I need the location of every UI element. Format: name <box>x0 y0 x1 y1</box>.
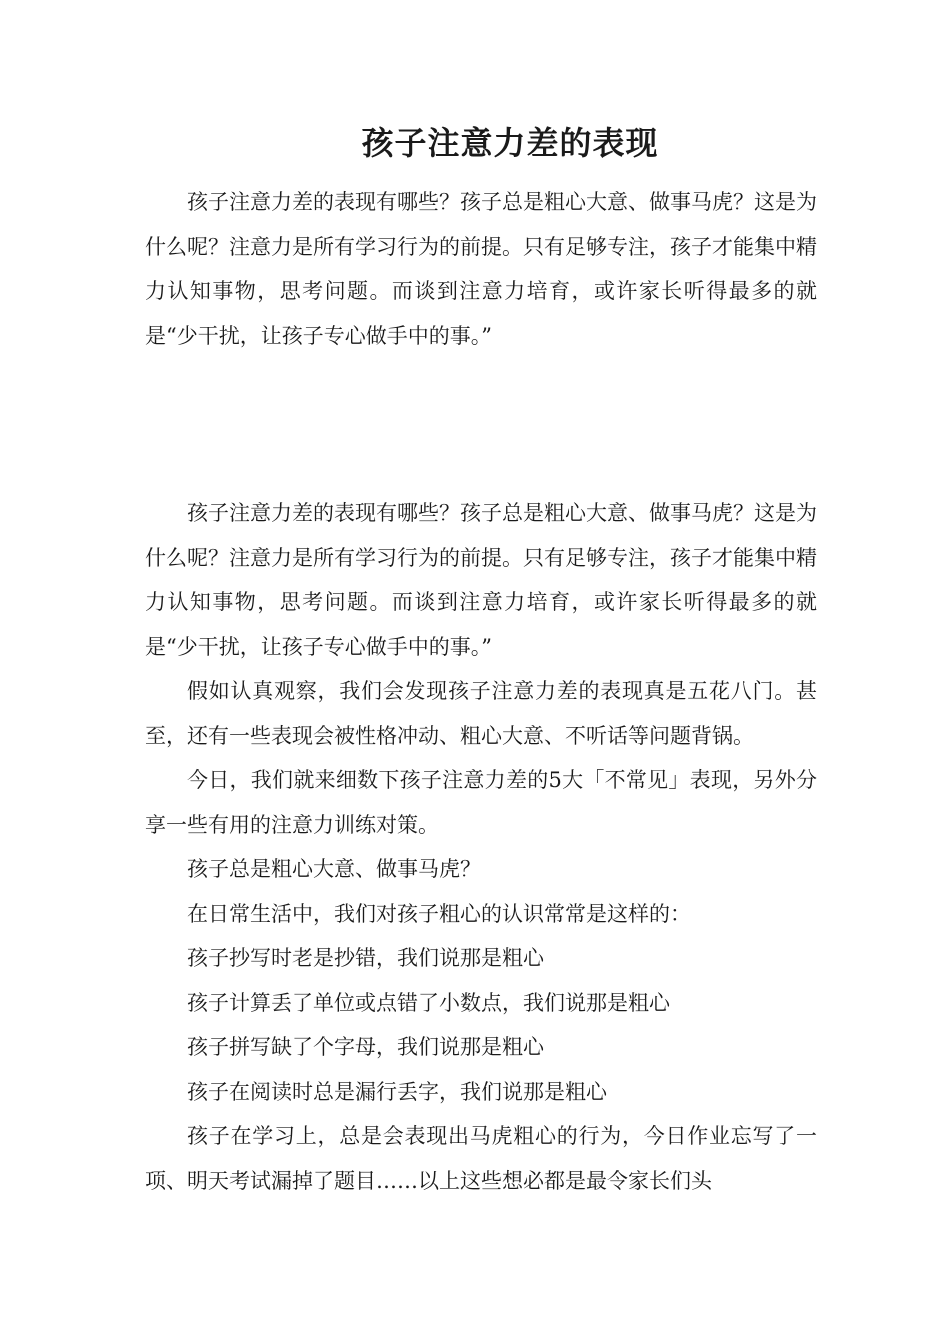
paragraph: 孩子计算丢了单位或点错了小数点，我们说那是粗心 <box>187 990 670 1015</box>
paragraph: 假如认真观察，我们会发现孩子注意力差的表现真是五花八门。甚至，还有一些表现会被性格冲动、粗心大意、不听话等问题背锅。 <box>145 679 817 748</box>
paragraph: 今日，我们就来细数下孩子注意力差的5大「不常见」表现，另外分享一些有用的注意力训练对策。 <box>145 768 817 837</box>
document-title: 孩子注意力差的表现 <box>361 124 659 162</box>
paragraph: 孩子注意力差的表现有哪些？孩子总是粗心大意、做事马虎？这是为什么呢？注意力是所有学习行为的前提。只有足够专注，孩子才能集中精力认知事物，思考问题。而谈到注意力培育，或许家长听得最多的就是“少干扰，让孩子专心做手中的事。” <box>145 501 817 659</box>
section-1 <box>145 180 817 358</box>
paragraph: 孩子在阅读时总是漏行丢字，我们说那是粗心 <box>187 1079 607 1104</box>
section-2 <box>145 491 817 1203</box>
paragraph: 在日常生活中，我们对孩子粗心的认识常常是这样的： <box>187 901 691 926</box>
paragraph: 孩子总是粗心大意、做事马虎？ <box>187 857 481 881</box>
paragraph: 孩子抄写时老是抄错，我们说那是粗心 <box>187 946 544 970</box>
paragraph: 孩子注意力差的表现有哪些？孩子总是粗心大意、做事马虎？这是为什么呢？注意力是所有学习行为的前提。只有足够专注，孩子才能集中精力认知事物，思考问题。而谈到注意力培育，或许家长听得最多的就是“少干扰，让孩子专心做手中的事。” <box>145 190 817 348</box>
paragraph: 孩子拼写缺了个字母，我们说那是粗心 <box>187 1035 544 1059</box>
paragraph: 孩子在学习上，总是会表现出马虎粗心的行为，今日作业忘写了一项、明天考试漏掉了题目……以上这些想必都是最令家长们头 <box>145 1124 817 1193</box>
